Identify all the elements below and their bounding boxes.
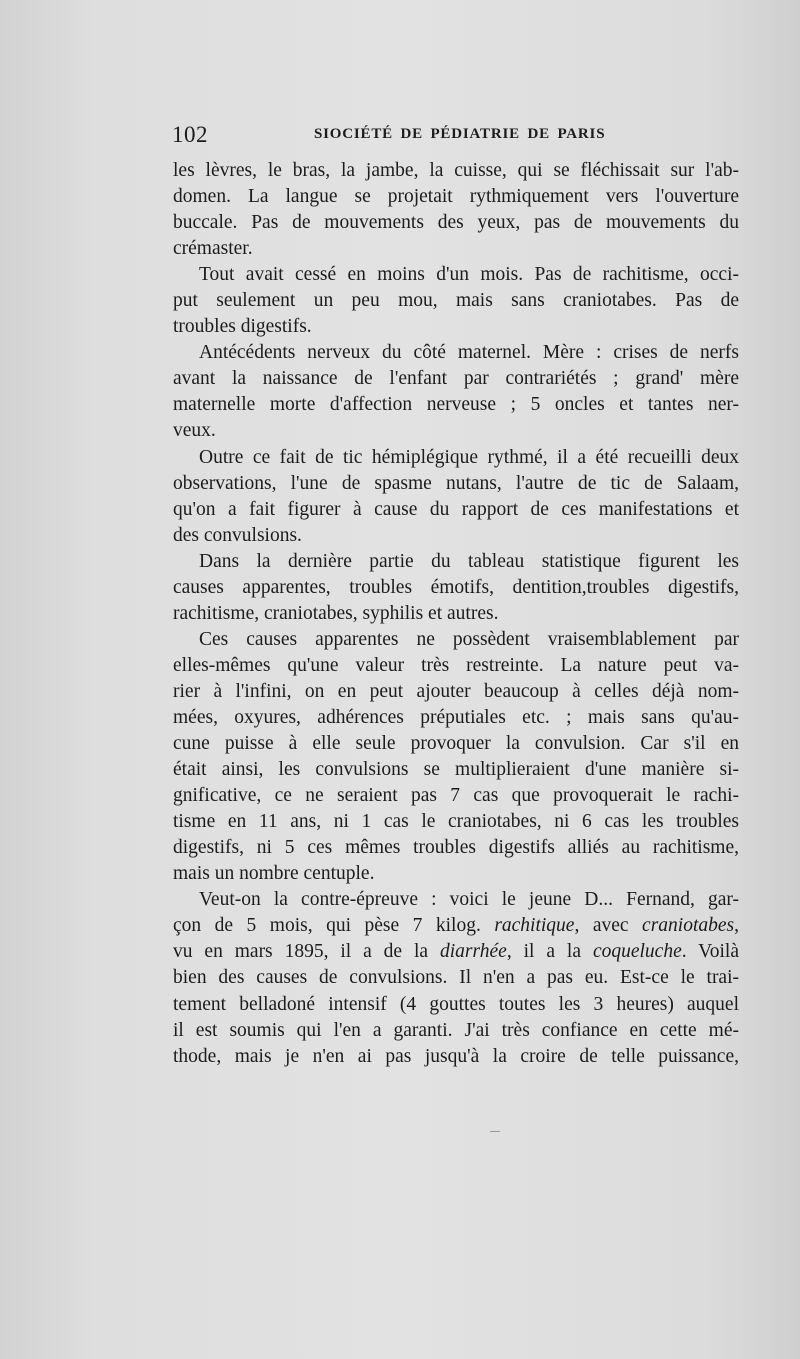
text-line: Dans la dernière partie du tableau statistique figurent les	[199, 550, 739, 572]
text-line: rachitisme, craniotabes, syphilis et autres.	[173, 602, 499, 624]
body-text	[173, 158, 739, 1070]
text-run: , avec	[574, 915, 643, 937]
text-line: mais un nombre centuple.	[173, 863, 375, 885]
text-line: il est soumis qui l'en a garanti. J'ai très confiance en cette mé-	[173, 1019, 739, 1041]
italic-term: diarrhée	[440, 941, 507, 963]
printer-dash	[490, 1131, 500, 1132]
text-line: thode, mais je n'en ai pas jusqu'à la croire de telle puissance,	[173, 1045, 739, 1067]
text-line: Veut-on la contre-épreuve : voici le jeune D... Fernand, gar-	[199, 889, 739, 911]
text-line: des convulsions.	[173, 524, 302, 546]
text-run: , il a la	[506, 941, 593, 963]
text-line: put seulement un peu mou, mais sans craniotabes. Pas de	[173, 290, 739, 312]
text-line: digestifs, ni 5 ces mêmes troubles digestifs alliés au rachitisme,	[173, 837, 739, 859]
text-run: ,	[734, 915, 739, 937]
text-line: bien des causes de convulsions. Il n'en a pas eu. Est-ce le trai-	[173, 967, 739, 989]
text-line: était ainsi, les convulsions se multiplieraient d'une manière si-	[173, 759, 739, 781]
text-line: troubles digestifs.	[173, 316, 312, 338]
text-line: gnificative, ce ne seraient pas 7 cas que provoquerait le rachi-	[173, 785, 739, 807]
text-line: Ces causes apparentes ne possèdent vraisemblablement par	[199, 628, 739, 650]
text-line: mées, oxyures, adhérences préputiales etc. ; mais sans qu'au-	[173, 706, 739, 728]
text-line: veux.	[173, 420, 216, 442]
text-line: avant la naissance de l'enfant par contrariétés ; grand' mère	[173, 368, 739, 390]
text-line	[173, 939, 739, 965]
text-line: qu'on a fait figurer à cause du rapport de ces manifestations et	[173, 498, 739, 520]
text-line	[173, 913, 739, 939]
text-line: cune puisse à elle seule provoquer la convulsion. Car s'il en	[173, 733, 739, 755]
text-line: crémaster.	[173, 238, 253, 260]
italic-term: craniotabes	[642, 915, 735, 937]
text-line: domen. La langue se projetait rythmiquement vers l'ouverture	[173, 186, 739, 208]
page-header	[172, 122, 740, 152]
running-title: SIOCIÉTÉ DE PÉDIATRIE DE PARIS	[314, 126, 606, 142]
page-number: 102	[172, 122, 208, 147]
text-line: buccale. Pas de mouvements des yeux, pas de mouvements du	[173, 212, 739, 234]
text-line: maternelle morte d'affection nerveuse ; 5 oncles et tantes ner-	[173, 394, 739, 416]
text-line: tement belladoné intensif (4 gouttes toutes les 3 heures) auquel	[173, 993, 739, 1015]
text-line: les lèvres, le bras, la jambe, la cuisse, qui se fléchissait sur l'ab-	[173, 160, 739, 181]
text-line: causes apparentes, troubles émotifs, dentition,troubles digestifs,	[173, 576, 739, 598]
text-line: rier à l'infini, on en peut ajouter beaucoup à celles déjà nom-	[173, 680, 739, 702]
text-line: Tout avait cessé en moins d'un mois. Pas de rachitisme, occi-	[199, 264, 739, 286]
text-line: elles-mêmes qu'une valeur très restreinte. La nature peut va-	[173, 654, 739, 676]
text-line: Outre ce fait de tic hémiplégique rythmé, il a été recueilli deux	[199, 446, 739, 468]
text-run: . Voilà	[681, 941, 739, 963]
text-line: tisme en 11 ans, ni 1 cas le craniotabes, ni 6 cas les troubles	[173, 811, 739, 833]
text-line: Antécédents nerveux du côté maternel. Mère : crises de nerfs	[199, 342, 739, 364]
text-line: observations, l'une de spasme nutans, l'autre de tic de Salaam,	[173, 472, 739, 494]
text-run: çon de 5 mois, qui pèse 7 kilog.	[173, 915, 495, 937]
text-run: vu en mars 1895, il a de la	[173, 941, 440, 963]
italic-term: rachitique	[494, 915, 575, 937]
italic-term: coqueluche	[592, 941, 682, 963]
